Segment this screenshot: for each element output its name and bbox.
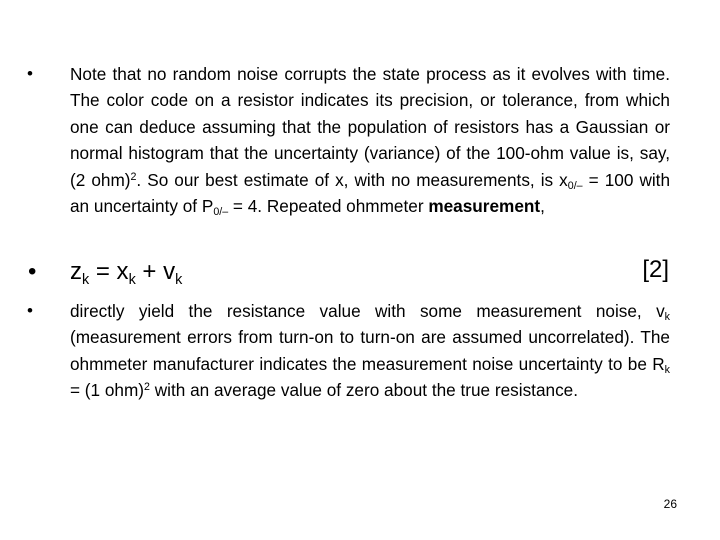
equation-reference: [2] [642,256,669,283]
subscript: k [664,364,670,376]
page-number: 26 [663,497,677,511]
eq-subscript: k [82,272,90,289]
bold-term-measurement: measurement [428,196,541,217]
text-run: = 100 with an uncertainty of P [70,169,671,217]
measurement-equation [70,256,182,288]
text-run: (measurement errors from turn-on to turn-on are assumed uncorrelated). The ohmmeter manufacturer indicates the measurement noise uncertainty to be R [70,327,670,374]
bullet-dot: • [27,301,33,320]
eq-z: z [70,258,82,285]
subscript: 0/– [567,179,583,192]
text-run: = 4. Repeated ohmmeter [228,196,429,217]
superscript: 2 [144,381,150,394]
text-run: directly yield the resistance value with some measurement noise, v [70,301,665,321]
bullet-dot: • [27,64,33,83]
superscript: 2 [130,170,137,183]
paragraph-measurement-noise [70,298,670,404]
eq-equals-x: = x [89,258,129,285]
eq-subscript: k [128,272,136,289]
bullet-dot: • [28,258,37,285]
eq-plus-v: + v [135,258,176,285]
paragraph-state-process [70,61,670,219]
subscript: k [664,311,670,324]
text-run: . So our best estimate of x, with no measurements, is x [136,169,568,190]
text-run: , [540,196,545,217]
text-run: = (1 ohm) [70,380,145,401]
subscript: 0/– [213,206,229,219]
eq-subscript: k [175,272,183,289]
text-run: Note that no random noise corrupts the state process as it evolves with time. The color code on a resistor indicates its precision, or tolerance, from which one can deduce assuming that the population of resistors has a Gaussian or normal histogram that the uncertainty (variance) of the 100-ohm value is, say, (2 ohm) [70,64,670,190]
text-run: with an average value of zero about the true resistance. [149,380,579,401]
